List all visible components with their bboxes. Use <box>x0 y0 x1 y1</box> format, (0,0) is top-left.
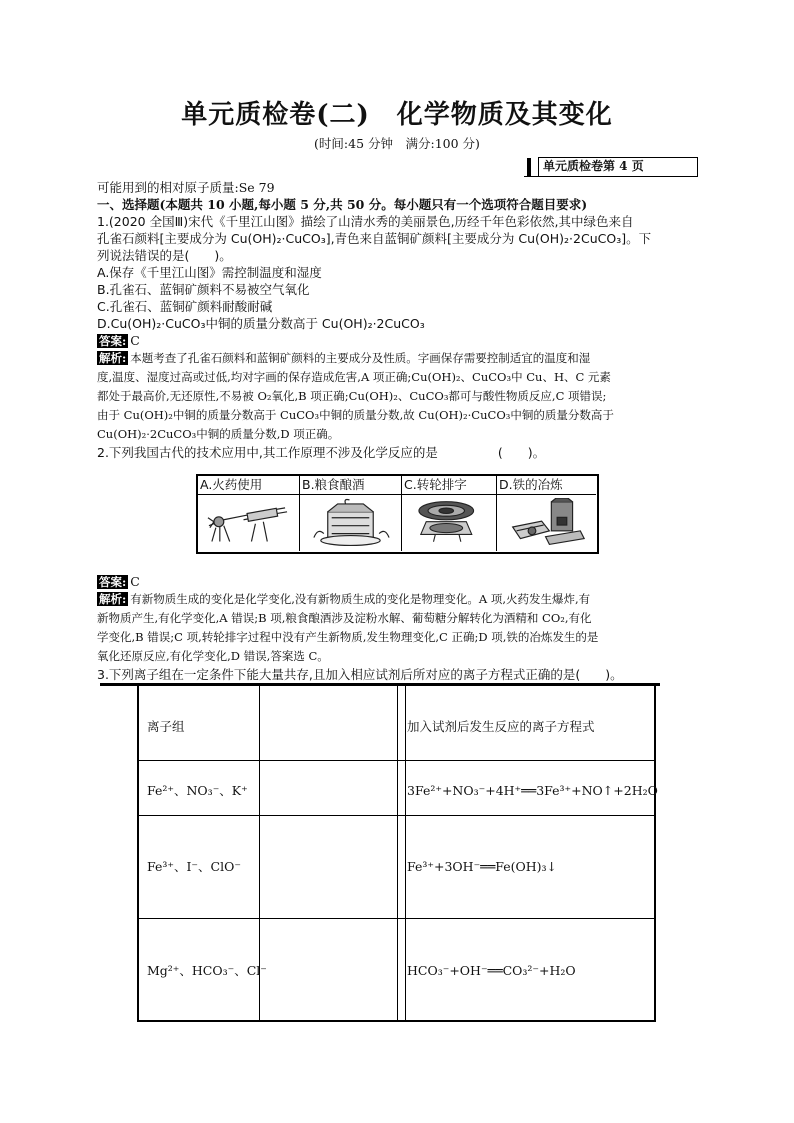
q1-option-c: C.孔雀石、蓝铜矿颜料耐酸耐碱 <box>97 299 273 314</box>
q1-answer-label: 答案: <box>99 334 127 348</box>
q2-analysis-line-3: 学变化,B 错误;C 项,转轮排字过程中没有产生新物质,发生物理变化,C 正确;D 项,铁的冶炼发生的是 <box>97 630 599 644</box>
ion-table-header-equation: 加入试剂后发生反应的离子方程式 <box>407 719 595 734</box>
ion-row-2-ions: Fe³⁺、I⁻、ClO⁻ <box>147 859 241 874</box>
q2-stem <box>97 444 701 461</box>
q1-analysis-text-1: 本题考查了孔雀石颜料和蓝铜矿颜料的主要成分及性质。字画保存需要控制适宜的温度和湿 <box>130 351 591 365</box>
q2-option-d-cell <box>497 476 596 551</box>
q2-stem-text: 2.下列我国古代的技术应用中,其工作原理不涉及化学反应的是 <box>97 445 438 460</box>
q2-analysis-label: 解析: <box>99 592 127 606</box>
gunpowder-illustration-icon <box>204 498 293 547</box>
q2-option-a-label: A.火药使用 <box>198 476 299 495</box>
q1-answer: C <box>130 333 140 348</box>
q2-answer-label: 答案: <box>99 575 127 589</box>
q2-option-c-label: C.转轮排字 <box>402 476 496 495</box>
q1-stem-line-2: 孔雀石颜料[主要成分为 Cu(OH)₂·CuCO₃],青色来自蓝铜矿颜料[主要成分为 Cu(OH)₂·2CuCO₃]。下 <box>97 231 652 246</box>
q2-analysis-line-2: 新物质产生,有化学变化,A 错误;B 项,粮食酿酒涉及淀粉水解、葡萄糖分解转化为酒精和 CO₂,有化 <box>97 611 592 625</box>
ion-table-header-ions: 离子组 <box>147 719 185 734</box>
q2-analysis-line-4: 氧化还原反应,有化学变化,D 错误,答案选 C。 <box>97 649 329 663</box>
ion-table-row-rule-3 <box>139 918 654 919</box>
ion-table-divider-2 <box>397 686 398 1020</box>
q1-option-d: D.Cu(OH)₂·CuCO₃中铜的质量分数高于 Cu(OH)₂·2CuCO₃ <box>97 316 425 331</box>
q2-answer-block <box>97 573 701 683</box>
q1-analysis-line-5: Cu(OH)₂·2CuCO₃中铜的质量分数,D 项正确。 <box>97 427 340 441</box>
q1-analysis-line-3: 都处于最高价,无还原性,不易被 O₂氧化,B 项正确;Cu(OH)₂、CuCO₃都可与酸性物质反应,C 项错误; <box>97 389 607 403</box>
q2-option-b-cell <box>300 476 402 551</box>
q1-analysis-line-1 <box>97 349 701 368</box>
brewing-illustration-icon <box>306 498 395 547</box>
q1-analysis-line-4: 由于 Cu(OH)₂中铜的质量分数高于 CuCO₃中铜的质量分数,故 Cu(OH)₂·CuCO₃中铜的质量分数高于 <box>97 408 614 422</box>
q1-stem-line-1: 1.(2020 全国Ⅲ)宋代《千里江山图》描绘了山清水秀的美丽景色,历经千年色彩依然,其中绿色来自 <box>97 214 634 229</box>
q2-answer: C <box>130 574 140 589</box>
iron-smelting-illustration-icon <box>503 498 590 546</box>
ion-row-1-ions: Fe²⁺、NO₃⁻、K⁺ <box>147 783 248 798</box>
q2-answer-row <box>97 573 701 590</box>
type-wheel-illustration-icon <box>408 498 490 544</box>
unit-page-tag: 单元质检卷第 4 页 <box>538 157 698 177</box>
q1-option-b: B.孔雀石、蓝铜矿颜料不易被空气氧化 <box>97 282 310 297</box>
q1-answer-row <box>97 332 701 349</box>
ion-row-3-ions: Mg²⁺、HCO₃⁻、Cl⁻ <box>147 963 267 978</box>
q2-option-c-cell <box>402 476 497 551</box>
q2-analysis-text-1: 有新物质生成的变化是化学变化,没有新物质生成的变化是物理变化。A 项,火药发生爆炸,有 <box>130 592 591 606</box>
q3-stem: 3.下列离子组在一定条件下能大量共存,且加入相应试剂后所对应的离子方程式正确的是( )。 <box>97 667 623 682</box>
q2-option-d-label: D.铁的冶炼 <box>497 476 596 495</box>
q2-option-b-label: B.粮食酿酒 <box>300 476 401 495</box>
q2-analysis-line-1 <box>97 590 701 609</box>
q1-option-a: A.保存《千里江山图》需控制温度和湿度 <box>97 265 322 280</box>
ion-table-row-rule-1 <box>139 760 654 761</box>
q1-analysis-label: 解析: <box>99 351 127 365</box>
section-heading: 一、选择题(本题共 10 小题,每小题 5 分,共 50 分。每小题只有一个选项符合题目要求) <box>97 197 588 212</box>
q1-stem-line-3: 列说法错误的是( )。 <box>97 248 232 263</box>
page-title: 单元质检卷(二) 化学物质及其变化 <box>181 100 613 130</box>
page-subtitle: (时间:45 分钟 满分:100 分) <box>314 136 480 151</box>
ion-row-1-equation: 3Fe²⁺+NO₃⁻+4H⁺══3Fe³⁺+NO↑+2H₂O <box>407 783 658 798</box>
q2-options-table <box>196 474 599 554</box>
q3-ion-table <box>137 684 656 1022</box>
ion-row-3-equation: HCO₃⁻+OH⁻══CO₃²⁻+H₂O <box>407 963 576 978</box>
q2-option-a-cell <box>198 476 300 551</box>
atomic-mass-note: 可能用到的相对原子质量:Se 79 <box>97 180 275 195</box>
ion-table-divider-3 <box>405 686 406 1020</box>
content <box>97 179 701 461</box>
ion-table-row-rule-2 <box>139 815 654 816</box>
q1-analysis-line-2: 度,温度、湿度过高或过低,均对字画的保存造成危害,A 项正确;Cu(OH)₂、CuCO₃中 Cu、H、C 元素 <box>97 370 611 384</box>
q2-blank: ( )。 <box>497 445 546 460</box>
ion-row-2-equation: Fe³⁺+3OH⁻══Fe(OH)₃↓ <box>407 859 557 874</box>
